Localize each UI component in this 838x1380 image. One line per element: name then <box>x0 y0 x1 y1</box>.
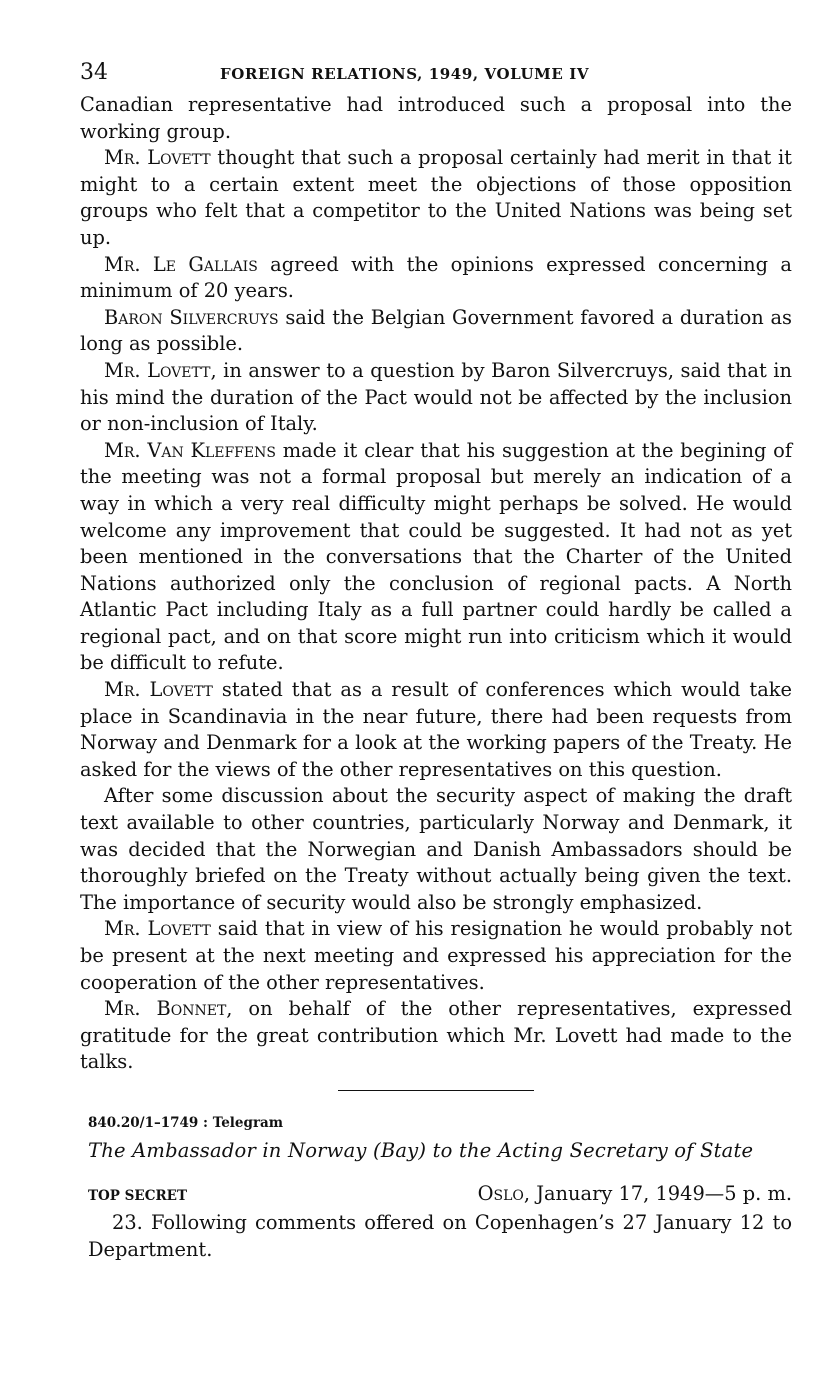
paragraph: Mr. Le Gallais agreed with the opinions expressed concerning a minimum of 20 years. <box>80 252 792 303</box>
date: , January 17, 1949—5 p. m. <box>523 1181 792 1205</box>
paragraph: Mr. Lovett said that in view of his resignation he would probably not be present at the next meeting and expressed his appreciation for the cooperation of the other representatives. <box>80 917 792 994</box>
speaker-name: Mr. Le Gallais <box>104 252 258 276</box>
document-page <box>80 60 792 1263</box>
speaker-name: Mr. Lovett <box>104 678 213 702</box>
telegram-body: 23. Following comments offered on Copenhagen’s 27 January 12 to Department. <box>88 1210 792 1261</box>
page-number: 34 <box>80 60 108 85</box>
speaker-name: Baron Silvercruys <box>104 305 279 329</box>
speaker-name: Mr. Lovett <box>104 146 211 170</box>
place: Oslo <box>477 1181 524 1205</box>
telegram-section <box>80 1115 792 1263</box>
paragraph: Mr. Lovett stated that as a result of conferences which would take place in Scandinavia in the near future, there had been requests from Norway and Denmark for a look at the working papers of the Treaty. He asked for the views of the other representatives on this question. <box>80 678 792 781</box>
dateline <box>88 1182 792 1205</box>
classification: TOP SECRET <box>88 1187 187 1204</box>
file-number: 840.20/1–1749 : Telegram <box>88 1114 284 1131</box>
speaker-name: Mr. Lovett <box>104 917 211 941</box>
paragraph: Canadian representative had introduced such a proposal into the working group. <box>80 93 792 143</box>
paragraph: Mr. Van Kleffens made it clear that his suggestion at the begining of the meeting was not a formal proposal but merely an indication of a way in which a very real difficulty might perhaps be solved. He would welcome any improvement that could be suggested. It had not as yet been mentioned in the conversations that the Charter of the United Nations authorized only the conclusion of regional pacts. A North Atlantic Pact including Italy as a full partner could hardly be called a regional pact, and on that score might run into criticism which it would be difficult to refute. <box>80 438 792 675</box>
paragraph: Mr. Bonnet, on behalf of the other representatives, expressed gratitude for the great contribution which Mr. Lovett had made to the talks. <box>80 997 792 1074</box>
paragraph: Mr. Lovett thought that such a proposal certainly had merit in that it might to a certain extent meet the objections of those opposition groups who felt that a competitor to the United Nations was being set up. <box>80 146 792 249</box>
speaker-name: Mr. Van Kleffens <box>104 438 276 462</box>
running-title: FOREIGN RELATIONS, 1949, VOLUME IV <box>220 65 590 83</box>
telegram-title: The Ambassador in Norway (Bay) to the Acting Secretary of State <box>88 1138 754 1162</box>
paragraph: After some discussion about the security aspect of making the draft text available to other countries, particularly Norway and Denmark, it was decided that the Norwegian and Danish Ambassadors should be thoroughly briefed on the Treaty without actually being given the text. The importance of security would also be strongly emphasized. <box>80 784 792 914</box>
paragraph: Baron Silvercruys said the Belgian Government favored a duration as long as possible. <box>80 305 793 356</box>
section-divider <box>338 1090 534 1091</box>
running-head <box>80 60 792 92</box>
paragraph: Mr. Lovett, in answer to a question by Baron Silvercruys, said that in his mind the duration of the Pact would not be affected by the inclusion or non-inclusion of Italy. <box>80 358 792 436</box>
speaker-name: Mr. Lovett <box>104 358 211 382</box>
minutes-body <box>80 92 792 1076</box>
date-line <box>478 1182 792 1205</box>
speaker-name: Mr. Bonnet <box>104 997 227 1021</box>
